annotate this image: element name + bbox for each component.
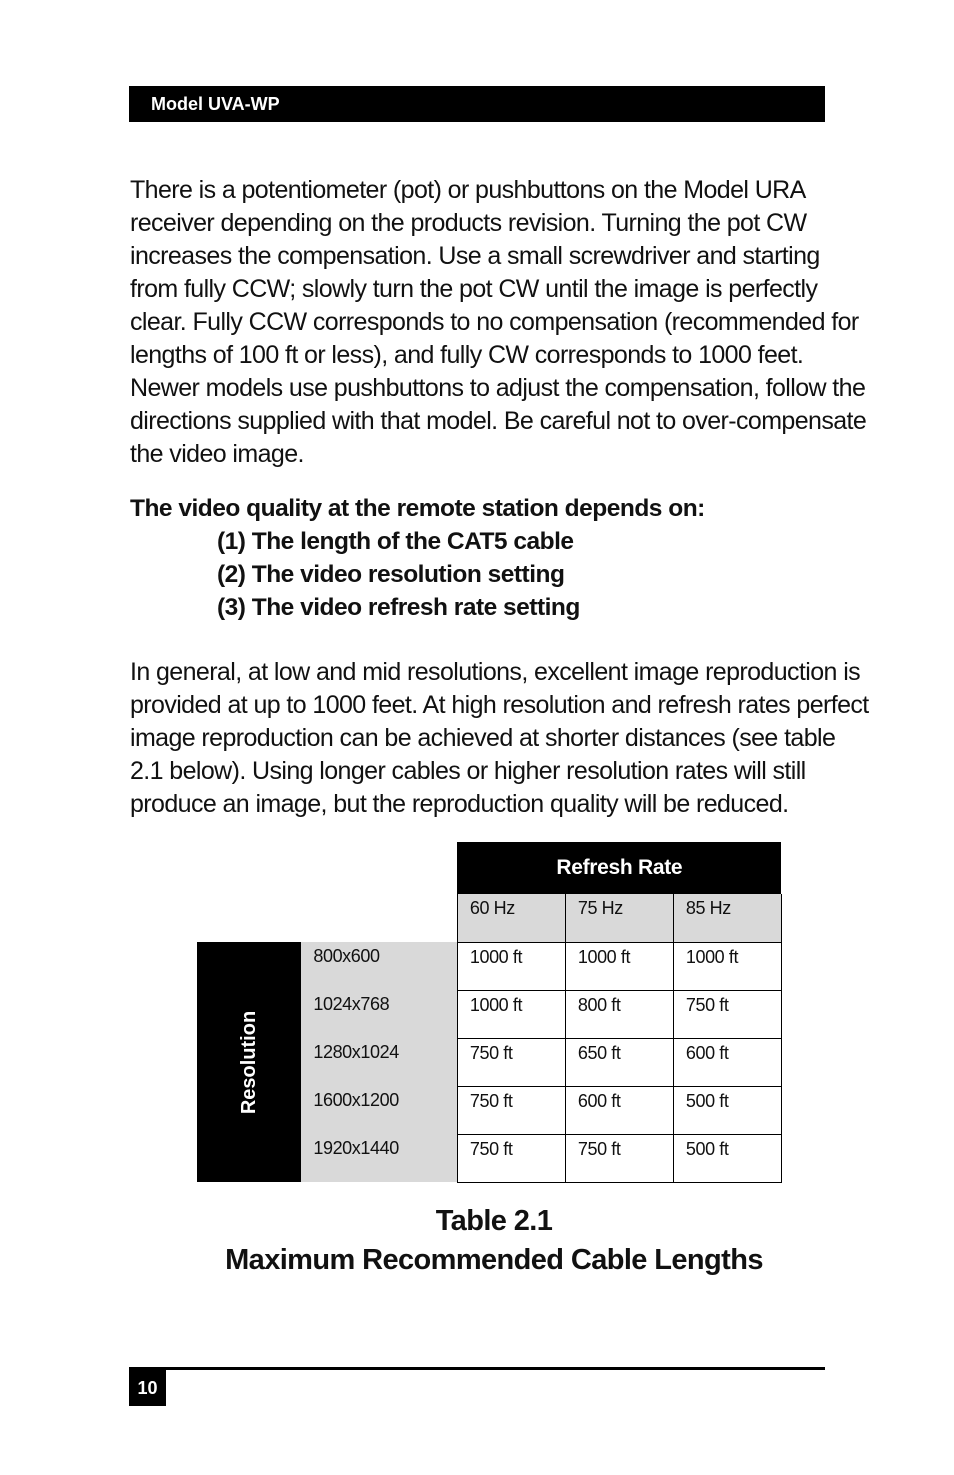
table-cell: 750 ft — [457, 1038, 565, 1086]
table-cell: 750 ft — [457, 1134, 565, 1182]
row-label: 1280x1024 — [301, 1038, 457, 1086]
table-cell: 650 ft — [565, 1038, 673, 1086]
quality-item: (2) The video resolution setting — [217, 561, 565, 588]
resolution-header — [198, 942, 302, 1182]
footer-rule — [129, 1367, 825, 1370]
table-cell: 500 ft — [673, 1134, 781, 1182]
row-label: 1024x768 — [301, 990, 457, 1038]
page-header: Model UVA-WP — [129, 86, 825, 122]
quality-heading: The video quality at the remote station depends on: — [130, 495, 705, 522]
paragraph-resolution: In general, at low and mid resolutions, excellent image reproduction is provided at up to 1000 feet. At high resolution and refresh rates perfect image reproduction can be achieved at shorter distances (see table 2.1 below). Using longer cables or higher resolution rates will still produce an image, but the reproduction quality will be reduced. — [130, 658, 869, 818]
column-header: 85 Hz — [673, 894, 781, 942]
paragraph-compensation: There is a potentiometer (pot) or pushbuttons on the Model URA receiver depending on the products revision. Turning the pot CW increases the compensation. Use a small screwdriver and starting from fully CCW; slowly turn the pot CW until the image is perfectly clear. Fully CCW corresponds to no compensation (recommended for lengths of 100 ft or less), and fully CW corresponds to 1000 feet. Newer models use pushbuttons to adjust the compensation, follow the directions supplied with that model. Be careful not to over-compensate the video image. — [130, 176, 867, 468]
quality-item: (3) The video refresh rate setting — [217, 594, 580, 621]
table-cell: 1000 ft — [457, 990, 565, 1038]
row-label: 800x600 — [301, 942, 457, 990]
table-cell: 1000 ft — [565, 942, 673, 990]
column-header: 60 Hz — [457, 894, 565, 942]
table-cell: 750 ft — [457, 1086, 565, 1134]
refresh-rate-header: Refresh Rate — [457, 842, 781, 894]
column-header: 75 Hz — [565, 894, 673, 942]
table-row — [198, 942, 782, 990]
table-header-row — [198, 842, 782, 894]
table-cell: 500 ft — [673, 1086, 781, 1134]
table-cell: 750 ft — [565, 1134, 673, 1182]
table-cell: 750 ft — [673, 990, 781, 1038]
table-caption-title: Maximum Recommended Cable Lengths — [225, 1244, 763, 1276]
row-label: 1600x1200 — [301, 1086, 457, 1134]
table-cell: 600 ft — [673, 1038, 781, 1086]
table-cell: 1000 ft — [673, 942, 781, 990]
row-label: 1920x1440 — [301, 1134, 457, 1182]
table-cell: 600 ft — [565, 1086, 673, 1134]
table-column-row — [198, 894, 782, 942]
quality-factors — [130, 492, 870, 624]
table-caption-number: Table 2.1 — [435, 1205, 553, 1237]
resolution-label: Resolution — [238, 1010, 261, 1114]
table-cell: 800 ft — [565, 990, 673, 1038]
page-number: 10 — [129, 1370, 166, 1406]
table-cell: 1000 ft — [457, 942, 565, 990]
cable-length-table — [197, 842, 782, 1183]
quality-item: (1) The length of the CAT5 cable — [217, 528, 574, 555]
